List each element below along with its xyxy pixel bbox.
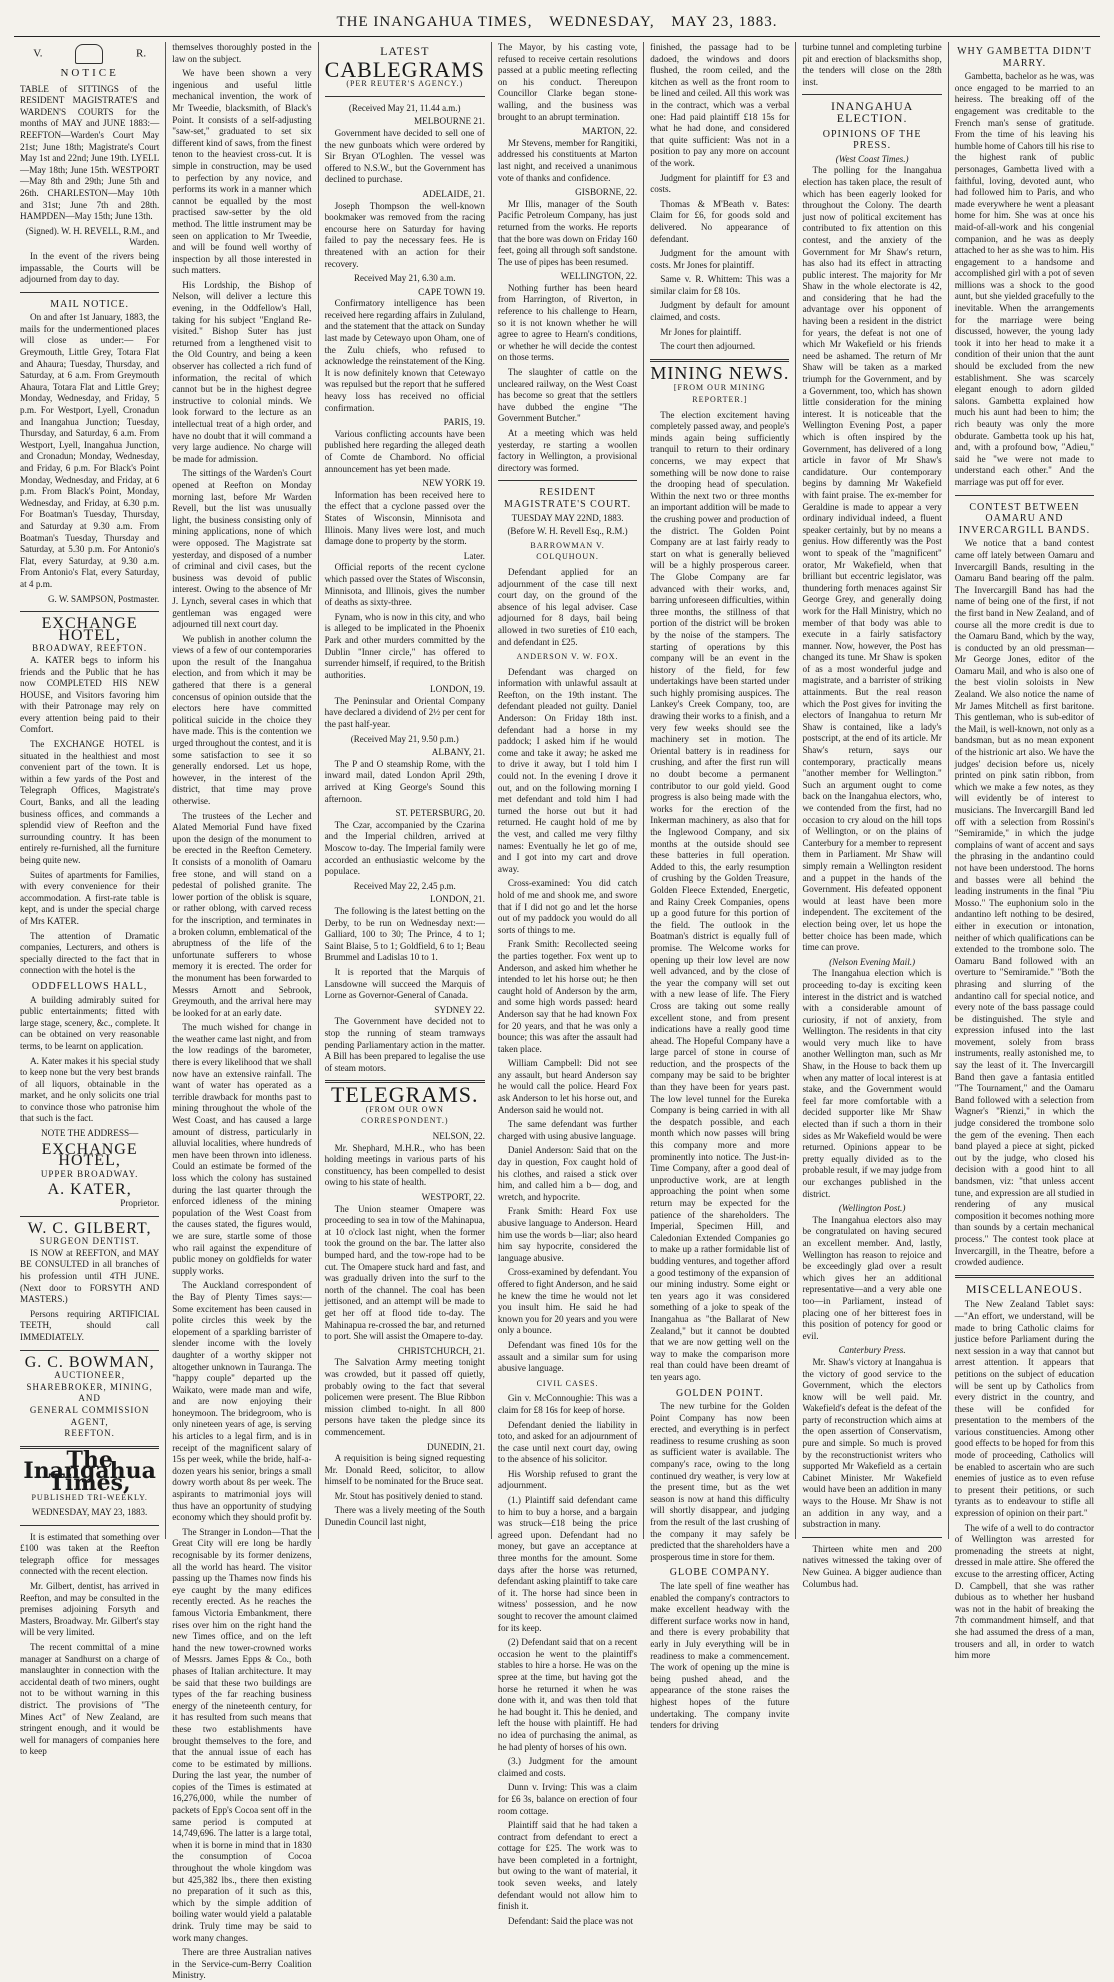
dentist-sub: SURGEON DENTIST. xyxy=(39,1236,140,1247)
case-2f: Daniel Anderson: Said that on the day in question, Fox caught hold of his clothes, and raised a stick over him, and called him a b— dog, and wretch, and hypocrite. xyxy=(497,1145,638,1202)
col4-p2: Mr Stevens, member for Rangitiki, addressed his constituents at Marton last night, and received a unanimous vote of thanks and confidence. xyxy=(497,137,638,183)
court-before: (Before W. H. Revell Esq., R.M.) xyxy=(507,526,628,537)
tel-3-place: CHRISTCHURCH, 21. xyxy=(397,1345,485,1356)
hotel-text-3: Suites of apartments for Families, with every convenience for their accommodation. A first-rate table is kept, and is under the special charge of Mrs KATER. xyxy=(20,869,160,926)
col5-p1: finished, the passage had to be dadoed, the windows and doors flushed, the room ceiled, and the kitchen as well as the front room to be lined and ceiled. All this work was in the contract, which was a verbal one: Had paid plaintiff £18 15s for what he had done, and considered that quite sufficient: Was not in a position to pay any more on account of the work. xyxy=(650,42,790,168)
tel-3: The Salvation Army meeting tonight was crowded, but it passed off quietly, probably owing to the fact that several policemen were present. The Blue Ribbon mission climbed to-night. In all 800 persons have taken the pledge since its commencement. xyxy=(324,1357,485,1437)
masthead-paper: THE INANGAHUA TIMES, xyxy=(336,14,533,30)
col4-p5: The slaughter of cattle on the uncleared railway, on the West Coast has become so great that the settlers have dubbed the engine "The Government Butcher." xyxy=(497,367,638,424)
court-date: TUESDAY MAY 22ND, 1883. xyxy=(511,512,624,523)
cable-7: The Peninsular and Oriental Company have declared a dividend of 2½ per cent for the past half-year. xyxy=(324,695,485,730)
hotel-sub: BROADWAY, REEFTON. xyxy=(32,643,148,654)
case-1-title: BARROWMAN V. COLQUHOUN. xyxy=(530,540,605,562)
mail-signature: G. W. SAMPSON, Postmaster. xyxy=(48,593,160,604)
col6-p1: turbine tunnel and completing turbine pit and erection of blacksmiths shop, the tenders will close on the 28th inst. xyxy=(802,42,942,87)
hotel-proprietor-role: Proprietor. xyxy=(120,1198,160,1209)
sittings-text: TABLE of SITTINGS of the RESIDENT MAGISTRATE'S and WARDEN'S COURTS for the months of MAY and JUNE 1883:— REEFTON—Warden's Court May 21st; June 18th; Magistrate's Court May 1st and 22nd; June 19th. LYELL—May 18th; June 15th. WESTPORT—May 8th and 29th; June 5th and 26th. CHARLESTON—May 10th and 31st; June 7th and 28th. HAMPDEN—May 15th; June 13th. xyxy=(20,83,160,222)
cable-3: Confirmatory intelligence has been received here regarding affairs in Zululand, and the statement that the attack on Sunday last made by Cetewayo upon Oham, one of the Zulu chiefs, who refused to acknowledge the reinstatement of the King. It is now definitely known that Cetewayo was repulsed but the report that he suffered heavy loss has received no official confirmation. xyxy=(324,298,485,413)
paper-title: The Inangahua Times, xyxy=(23,1446,156,1496)
col4-p3: Mr Illis, manager of the South Pacific Petroleum Company, has just returned from the works. He reports that the bore was down on Friday 160 feet, going all through soft sandstone. The use of pipes has been resumed. xyxy=(497,198,638,267)
col2-p9: The Stranger in London—That the Great City will ere long be hardly recognisable by its former denizens, all the world has heard. The visitor passing up the Thames now finds his eye caught by the many edifices recently erected. As he reaches the famous Victoria Embankment, there rises over him on the right hand the new Times office, and on the left hand the new tower-crowned works of Messrs. James Epps & Co., both phases of Italian architecture. It may be said that these two buildings are types of the far reaching business energy of the nineteenth century, for it has resulted from such means that these two establishments have brought themselves to the fore, and that the annual issue of each has come to be estimated by millions. During the last year, the number of copies of the Times is estimated at 16,276,000, while the number of packets of Epp's Cocoa sent off in the same period is computed at 14,749,696. The latter is a large total, when it is borne in mind that in 1830 the consumption of Cocoa throughout the whole kingdom was but 425,382 lbs., there then existing no preparation of it such as this, which by the simple addition of boiling water would yield a palatable drink. Truly time may be said to work many changes. xyxy=(172,1526,312,1943)
tel-4: A requisition is being signed requesting Mr. Donald Reed, solicitor, to allow himself to be nominated for the Bruce seat. xyxy=(324,1453,485,1487)
case-2-title: ANDERSON V. W. FOX. xyxy=(516,652,619,662)
column-7 xyxy=(949,42,1100,1661)
cable-1-date: (Received May 21, 11.44 a.m.) xyxy=(348,102,461,113)
election-1: The polling for the Inangahua election has taken place, the result of which has been eagerly looked for throughout the Colony. The dearth just now of political excitement has contributed to fix attention on this contest, and the anxiety of the Government for Mr Shaw's return, has also had its effect in attracting public interest. The majority for Mr Shaw in the whole electorate is 42, and considering that he had the advantage over his opponent of having been a resident in the district for years, the defeat is not one of which Mr Wakefield or his friends need be ashamed. The return of Mr Shaw will be taken as a marked triumph for the Government, and by a Government, too, which has shown little consideration for the mining interest. It is noticeable that the Wellington Evening Post, a paper which is often inspired by the Government, has delivered of a long article in favor of Mr Shaw's candidature. Our contemporary begins by damning Mr Wakefield with faint praise. The ex-member for Geraldine is made to appear a very ordinary individual indeed, a fluent speaker certainly, but by no means a genius. How differently was the Post wont to speak of the "magnificent" orator, Mr Wakefield, when that brilliant but eccentric legislator, was thundering forth menaces against Sir George Grey, and generally doing work for the Hall Ministry, which no member of that body was able to execute in a fairly satisfactory manner. Now, however, the Post has changed its tune. Mr Shaw is spoken of as a most wonderful judge and magistrate, and a barrister of striking attainments. But the real reason which the Post gives for inviting the electors of Inangahua to return Mr Shaw is contained, like a lady's postscript, at the end of its article. Mr Shaw's return, says our contemporary, practically means "another member for Wellington." Such an argument ought to come back on the Inangahua electors, who, we contended from the first, had no occasion to cry aloud on the hill tops of Wellington, or on the plains of Canterbury for a member to represent them in Parliament. Mr Shaw will simply remain a Wellington resident and a puppet in the hands of the Government. His defeated opponent would at least have been more independent. The excitement of the election being over, let us hope the better choice has been made, which time can prove. xyxy=(802,165,942,953)
cable-7-place: LONDON, 19. xyxy=(430,684,485,695)
editorial-1: It is estimated that something over £100 was taken at the Reefton telegraph office for messages connected with the recent election. xyxy=(20,1531,160,1577)
case-1: Defendant applied for an adjournment of the case till next court day, on the ground of the absence of his legal adviser. Case adjourned for 8 days, bail being allowed in two sureties of £10 each, and defendant in £25. xyxy=(497,566,638,647)
cable-1-place: MELBOURNE 21. xyxy=(413,116,485,127)
hotel-text-2: The EXCHANGE HOTEL is situated in the healthiest and most convenient part of the town. It is within a few yards of the Post and Telegraph Offices, Magistrate's Court, Banks, and all the leading business offices, and commands a splendid view of Reefton and the surrounding country. It has been entirely re-furnished, all the furniture being quite new. xyxy=(20,739,160,865)
mail-notice-title: MAIL NOTICE. xyxy=(50,298,130,310)
hall-text: A building admirably suited for public entertainments; fitted with large stage, scenery, &c., complete. It can be obtained on very reasonable terms, to be learnt on application. xyxy=(20,994,160,1051)
election-5: Thirteen white men and 200 natives witnessed the taking over of New Guinea. A bigger audience than Columbus had. xyxy=(802,1543,942,1589)
source-2: (Nelson Evening Mail.) xyxy=(829,956,916,967)
col5-p5: Same v. R. Whittem: This was a similar claim for £8 10s. xyxy=(650,274,790,296)
editorial-3: The recent committal of a mine manager at Sandhurst on a charge of manslaughter in connection with the accidental death of two miners, ought not to be without warning in this district. The provisions of "The Mines Act" of New Zealand, are stringent enough, and it would be well for managers of companies here to keep xyxy=(20,1642,160,1757)
source-1: (West Coast Times.) xyxy=(835,153,909,164)
contest-1: We notice that a band contest came off lately between Oamaru and Invercargill Bands, resulting in the Oamaru Band bearing off the palm. The Invercargill Band has had the name of being one of the first, if not the first band in New Zealand, and of course all the more credit is due to the Oamaru Band, which by the way, is conducted by an old pressman—Mr George Jones, editor of the Oamaru Mail, and who is also one of the best violin soloists in New Zealand. We also notice the name of Mr James Mitchell as first baritone. This gentleman, who is sub-editor of the Mail, is well-known, not only as a bandsman, but as no mean exponent of the histrionic art also. We have the judges' decision before us, nicely printed on pink satin ribbon, from which we make a few notes, as they will evidently be of interest to musicians. The Invercargill Band led off with a selection from Rossini's "Semiramide," in which the judge complains of want of accent and says the phrasing in the andantino could not have been understood. The horns and basses were all behind the leading instruments in the final "Piu Mosso." The euphonium solo in the andantino left nothing to be desired, either in execution or intonation, neither of which qualifications can be extended to the trombone solo. The Oamaru Band followed with an overture to "Semiramide." "Both the phrasing and slurring of the andantino call for special notice, and every note of the bass passage could be distinguished. The style and expression infused into the last movement, solely from brass instruments, really astonished me, to say the least of it. The Invercargill Band then gave a fantasia entitled "The Tournament," and the Oamaru Band followed with a selection from Wagner's "Rienzi," in which the judge considered the trombone solo the gem of the evening. Then each band played a piece at sight, picked out by the judge, who closed his decision with a good hint to all bandsmen, viz: "that unless accent tune, and expression are all studied in rendering of any musical composition it becomes nothing more than sounds by a certain mechanical process." The contest took place at Invercargill, in the Theatre, before a crowded audience. xyxy=(954,538,1095,1268)
cable-5b: Official reports of the recent cyclone which passed over the States of Wisconsin, Minnisota, and Illinois, gives the number of deaths as sixty-three. xyxy=(324,562,485,608)
masthead xyxy=(14,14,1100,37)
hotel-title: EXCHANGE HOTEL, xyxy=(41,615,138,644)
col5-p8: The court then adjourned. xyxy=(660,341,756,352)
col5-p7: Mr Jones for plaintiff. xyxy=(660,326,742,337)
column-1 xyxy=(14,42,166,1757)
latest-label: LATEST xyxy=(380,44,430,58)
election-2: The Inangahua election which is proceeding to-day is exciting keen interest in the district and is watched with a considerable amount of curiosity, if not of anxiety, from Wellington. The residents in that city would very much like to have another Wellington man, such as Mr Shaw, in the House to back them up when any matter of local interest is at stake, and the Government would feel far more comfortable with a decided supporter like Mr Shaw elected than if such a thorn in their sides as Mr Wakefield would be were returned. Opinions appear to be pretty equally divided as to the probable result, if we may judge from our exchanges published in the district. xyxy=(802,968,942,1199)
cable-8: The P and O steamship Rome, with the inward mail, dated London April 29th, arrived at King George's Sound this afternoon. xyxy=(324,758,485,804)
civil-4: (1.) Plaintiff said defendant came to him to buy a horse, and a bargain was struck—£18 being the price agreed upon. Defendant had no money, but gave an acceptance at three months for the amount. Some days after the horse was returned, defendant asking plaintiff to take care of it. The horse had since been in witness' possession, and he now sought to recover the amount claimed for its keep. xyxy=(497,1495,638,1633)
golden-point-1: The new turbine for the Golden Point Company has now been erected, and everything is in perfect readiness to resume crushing as soon as sufficient water is available. The company's race, owing to the long continued dry weather, is very low at the present time, but as the wet season is now at hand this difficulty will shortly disappear, and judging from the result of the last crushing of the company it may safely be predicted that the shareholders have a prosperous time in store for them. xyxy=(650,1401,790,1562)
col2-p3: His Lordship, the Bishop of Nelson, will deliver a lecture this evening, in the Oddfellow's Hall, taking for his subject "England Re-visited." Bishop Suter has just returned from a lengthened visit to the Old Country, and being a keen observer has collected a rich fund of information, the recital of which cannot but be in the highest degree instructive to colonial minds. We look forward to the lecture as an intellectual treat of a high order, and have no doubt that it will command a very large audience. No charge will be made for admission. xyxy=(172,279,312,464)
col5-p4: Judgment for the amount with costs. Mr Jones for plaintiff. xyxy=(650,248,790,270)
mining-news-sub: [FROM OUR MINING REPORTER.] xyxy=(673,383,766,405)
mining-1: The election excitement having completely passed away, and people's minds again being sufficiently tranquil to return to their ordinary concerns, we may expect that something will be now done to raise the drooping head of speculation. Within the next two or three months an important addition will be made to the crushing power and production of the district. The Golden Point Company are at last fairly ready to start on what is generally believed will be a highly prosperous career. The Globe Company are far advanced with their works, and, barring unforeseen difficulties, within three months, the stillness of that portion of the district will be broken by the noise of the stampers. The starting of operations by this company will be an event in the history of the field, for few undertakings have been started under such highly promising auspices. The Lankey's Creek Company, too, are drawing their works to a finish, and a very few weeks should see the machinery set in motion. The Oriental battery is in readiness for crushing, and after the first run will no doubt become a permanent contributor to our gold yield. Good progress is also being made with the works for the erection of the Inkerman machinery, as also that for the Inglewood Company, and six months at the outside should see these batteries in full operation. Added to this, the early resumption of crushing by the Golden Treasure, Golden Fleece Extended, Energetic, and Rainy Creek Companies, opens up a good future for this portion of the field. The outlook in the Boatman's district is equally full of promise. The Welcome works for opening up their low level are now well advanced, and by the close of the year the company will set out with a new lease of life. The Fiery Cross are taking out some really excellent stone, and from present indications have a really good time ahead. The Hopeful Company have a large parcel of stone in course of reduction, and the prospects of the company may be said to be brighter than they have been for years past. The low level tunnel for the Eureka Company is being carried in with all the despatch possible, and each month which now passes will bring this company more and more prominently into notice. The Just-in-Time Company, after a good deal of unproductive work, are at length approaching the point when some return may be expected for the patience of the shareholders. The Imperial, Specimen Hill, and Caledonian Extended Companies go to make up a rather formidable list of budding ventures, and together afford a good testimony of the expansion of our mining industry. Some eight or ten years ago it was considered something of a joke to speak of the Inangahua as "the Ballarat of New Zealand," but it cannot be doubted that we are now getting well on the way to make the comparison more real than could have been dreamt of ten years ago. xyxy=(650,409,790,1382)
royal-crest xyxy=(20,44,159,64)
col5-p3: Thomas & M'Beath v. Bates: Claim for £6, for goods sold and delivered. No appearance of defendant. xyxy=(650,198,790,244)
columns xyxy=(14,42,1100,1981)
cable-3-place: CAPE TOWN 19. xyxy=(418,286,485,297)
col2-p2: We have been shown a very ingenious and useful little mechanical invention, the work of Mr Tweedie, blacksmith, of Black's Point. It consists of a self-adjusting "saw-set," graduated to set six different kind of saws, from the finest tenon to the heaviest cross-cut. It is simple in construction, may be used to perfection by any novice, and performs its work in a manner which cannot be equalled by the most practised saw-setter by the old method. The little instrument may be seen on application to Mr Tweedie, and will be found well worthy of inspection by all those interested in such matters. xyxy=(172,68,312,276)
crest-left: V. xyxy=(33,47,43,60)
cablegrams-title: CABLEGRAMS xyxy=(324,56,485,82)
signed-line: (Signed). W. H. REVELL, R.M., and Warden. xyxy=(25,225,160,248)
gambetta-1: Gambetta, bachelor as he was, was once engaged to be married to an heiress. The breaking off of the engagement was creditable to the French man's sense of gratitude. From the time of his leaving his humble home of Cahors till his rise to the highest rank of public personages, Gambetta lived with a faithful, loving, devoted aunt, who had followed him to Paris, and who made everywhere he went a pleasant home for him. She was at once his maid-of-all-work and his congenial companion, and he was as deeply attached to her as she was to him. His engagement to a handsome and accomplished girl with a pot of seven millions was a shock to the good aunt, but she yielded gracefully to the inevitable. When the arrangements for the marriage were being discussed, however, the young lady took it into her head to make it a condition of their union that the aunt should be excluded from the new establishment. She was scarcely elegant enough to adorn gilded salons. Gambetta explained how much his aunt had been to him; the rich beauty was only the more obdurate. Gambetta took up his hat, and, with a profound bow, "Adieu," said he "we were not made to understand each other." And the marriage was put off for ever. xyxy=(954,71,1095,487)
cable-5-place: NEW YORK 19. xyxy=(422,478,485,489)
contest-title: CONTEST BETWEEN OAMARU AND INVERCARGILL BANDS. xyxy=(958,501,1091,536)
crest-right: R. xyxy=(135,47,147,60)
hotel-text-1: A. KATER begs to inform his friends and the Public that he has now COMPLETED HIS NEW HOUSE, and Visitors favoring him with their Patronage may rely on every attention being paid to their Comfort. xyxy=(20,654,160,735)
misc-2: The wife of a well to do contractor of Wellington was arrested for promenading the streets at night, dressed in male attire. She offered the excuse to the arresting officer, Acting D. Campbell, that she was rather dubious as to whether her husband was not in the habit of breaking the 7th commandment himself, and that she had assumed the dress of a man, trousers and all, in order to watch him more xyxy=(954,1522,1095,1661)
col4-p1: The Mayor, by his casting vote, refused to receive certain resolutions passed at a public meeting reflecting on his conduct. Thereupon Councillor Clarke began stone-walling, and the business was brought to an abrupt termination. xyxy=(497,42,638,122)
source-3: (Wellington Post.) xyxy=(838,1203,906,1214)
col5-p6: Judgment by default for amount claimed, and costs. xyxy=(650,300,790,323)
hotel-text-5: A. Kater makes it his special study to keep none but the very best brands of all liquors, obtainable in the market, and he only solicits one trial to convince those who patronise him that such is the fact. xyxy=(20,1055,160,1124)
mining-news-title: MINING NEWS. xyxy=(650,362,790,383)
cable-8-date: (Received May 21, 9.50 p.m.) xyxy=(350,733,459,744)
col4-p2-place: MARTON, 22. xyxy=(582,126,638,137)
press-title: OPINIONS OF THE PRESS. xyxy=(822,128,922,152)
cable-3-date: Received May 21, 6.30 a.m. xyxy=(354,273,456,284)
cable-1: Government have decided to sell one of the new gunboats which were ordered by Sir Bryan O'Loghlen. The vessel was offered to N.S.W., but the Government has declined to purchase. xyxy=(324,127,485,185)
paper-date: WEDNESDAY, MAY 23, 1883. xyxy=(31,1507,148,1518)
col4-p4: Nothing further has been heard from Harrington, of Riverton, in reference to his challenge to Hearn, so it is not known whether he will agree to agree to Hearn's conditions, or whether he will decide the contest on those terms. xyxy=(497,282,638,363)
cable-10-date: Received May 22, 2.45 p.m. xyxy=(353,880,456,891)
case-2i: Defendant was fined 10s for the assault and a similar sum for using abusive language. xyxy=(497,1339,638,1374)
col2-p6: The trustees of the Lecher and Alated Memorial Fund have fixed upon the design of the monument to be erected in the Reefton Cemetery. It consists of a monolith of Oamaru free stone, and will stand on a pedestal of polished granite. The lower portion of the oblisk is square, or rather oblong, with carved recess for the inscription, and terminates in a broken column, emblematical of the abruptness of the life of the unfortunate sufferers to whose memory it is erected. The order for the monument has been forwarded to Messrs Arnott and Sebrook, Greymouth, and the arrival here may be looked for at an early date. xyxy=(172,810,312,1018)
cable-10-place: LONDON, 21. xyxy=(430,894,485,905)
globe-company-1: The late spell of fine weather has enabled the company's contractors to make excellent headway with the different surface works now in hand, and there is every probability that early in July everything will be in readiness to make a commencement. The work of opening up the mine is being pushed ahead, and the appearance of the stone raises the highest hopes of the future undertaking. The company invite tenders for driving xyxy=(650,1581,790,1731)
bowman-line-5: REEFTON. xyxy=(64,1428,115,1439)
cable-8-place: ALBANY, 21. xyxy=(431,747,485,758)
cable-5-later: Later. xyxy=(463,550,485,561)
case-2: Defendant was charged on information with unlawful assault at Reefton, on the 19th instant. The defendant pleaded not guilty. Daniel Anderson: On Friday 18th inst. defendant had a horse in my paddock; I asked him if he would come and take it away; he asked me to drive it away, but I told him I could not. In the evening I drove it out, and on the following morning I met defendant and told him I had turned the horse out but it had returned. He caught hold of me by the vest, and called me very filthy names: Eventually he let go of me, and I got into my cart and drove away. xyxy=(497,666,638,874)
cable-9-place: ST. PETERSBURG, 20. xyxy=(395,808,485,819)
golden-point-title: GOLDEN POINT. xyxy=(675,1387,764,1399)
cable-4-place: PARIS, 19. xyxy=(443,417,485,428)
col4-p3-place: GISBORNE, 22. xyxy=(575,187,638,198)
case-2d: William Campbell: Did not see any assault, but heard Anderson say he would call the police. Heard Fox ask Anderson to let his horse out, and Anderson said he would not. xyxy=(497,1058,638,1115)
cable-5: Information has been received here to the effect that a cyclone passed over the States of Wisconsin, Minnisota and Illinois. Many lives were lost, and much damage done to property by the storm. xyxy=(324,489,485,547)
dentist-text-2: Persons requiring ARTIFICIAL TEETH, should call IMMEDIATELY. xyxy=(20,1308,160,1342)
misc-1: The New Zealand Tablet says:—"An effort, we understand, will be made to bring Catholic claims for justice before Parliament during the next session in a way that cannot but arrest attention. It appears that petitions on the subject of education will be sent up by Catholics from every district in the country, and these will be confided for presentation to the members of the various constituencies. Among other good effects to be hoped for from this mode of proceeding, Catholics will be enabled to ascertain who are such enemies of justice as to even refuse to present their petitions, or such tyrants as to endeavour to stifle all expression of opinion on their part." xyxy=(954,1299,1095,1519)
col2-p4: The sittings of the Warden's Court opened at Reefton on Monday morning last, before Mr Warden Revell, but the list was unusually light, the business consisting only of mining applications, none of which were opposed. The Magistrate sat yesterday, and disposed of a number of criminal and civil cases, but the business was devoid of public interest. Owing to the absence of Mr J. Lynch, several cases in which that gentleman was engaged were adjourned till next court day. xyxy=(172,468,312,630)
globe-company-title: GLOBE COMPANY. xyxy=(669,1567,770,1579)
col2-p8: The Auckland correspondent of the Bay of Plenty Times says:—Some excitement has been caused in polite circles this week by the elopement of a sparkling barrister of slender income with the lovely daughter of a worthy skipper not altogether unknown in Tauranga. The "happy couple" departed up the Waikato, were made man and wife, and are now enjoying their honeymoon. The bridegroom, who is only nineteen years of age, is serving his articles to a legal firm, and is in receipt of the magnificent salary of 15s per week, while the bride, half-a-dozen years his senior, brings a small dowry worth about 8s per week. The aspirants to matrimonial joys will thus have an opportunity of studying economy which they should profit by. xyxy=(172,1280,312,1523)
case-2b: Cross-examined: You did catch hold of me and shook me, and swore that if I did not go and let the horse out of my paddock you would do all sorts of things to me. xyxy=(497,878,638,935)
hotel-proprietor: A. KATER, xyxy=(47,1181,132,1199)
dentist-title: W. C. GILBERT, xyxy=(27,1219,152,1237)
column-3 xyxy=(319,42,492,1539)
court-title: RESIDENT MAGISTRATE'S COURT. xyxy=(503,487,632,510)
column-4 xyxy=(492,42,644,1926)
hotel-text-4: The attention of Dramatic companies, Lecturers, and others is specially directed to the fact that in connection with the hotel is the xyxy=(20,930,160,976)
cable-12: The Government have decided not to stop the running of steam tramways pending Parliamentary action in the matter. A Bill has been prepared to legalise the use of steam motors. xyxy=(324,1016,485,1073)
flood-note: In the event of the rivers being impassable, the Courts will be adjourned from day to day. xyxy=(20,250,160,285)
column-2 xyxy=(166,42,318,1981)
cable-2: Joseph Thompson the well-known bookmaker was removed from the racing encourse here on Saturday for having failed to pay the necessary fees. He is threatened with an action for their recovery. xyxy=(324,200,485,269)
col2-p1: themselves thoroughly posted in the law on the subject. xyxy=(172,42,312,64)
paper-sub: PUBLISHED TRI-WEEKLY. xyxy=(31,1492,148,1502)
notice-title: NOTICE xyxy=(60,67,119,79)
masthead-date: MAY 23, 1883. xyxy=(671,14,778,30)
civil-title: CIVIL CASES. xyxy=(536,1378,599,1388)
cable-9: The Czar, accompanied by the Czarina and the Imperial children, arrived at Moscow to-day. The Imperial family were accorded an enthusiastic welcome by the populace. xyxy=(324,819,485,877)
case-2c: Frank Smith: Recollected seeing the parties together. Fox went up to Anderson, and asked him whether he intended to let his horse out; he then caught hold of Anderson by the arm, and some high words passed: heard Anderson say that he had known Fox for 20 years, and that he was only a bounce; this was after the assault had taken place. xyxy=(497,939,638,1054)
civil-2: Defendant denied the liability in toto, and asked for an adjournment of the case until next court day, owing to the absence of his solicitor. xyxy=(497,1419,638,1465)
civil-1: Gin v. McConnoughie: This was a claim for £8 16s for keep of horse. xyxy=(497,1393,638,1415)
civil-8: Plaintiff said that he had taken a contract from defendant to erect a cottage for £25. The work was to have been completed in a fortnight, but owing to the want of material, it took seven weeks, and lately defendant would not allow him to finish it. xyxy=(497,1820,638,1912)
correspondent-label: (FROM OUR OWN CORRESPONDENT.) xyxy=(360,1104,449,1126)
civil-3: His Worship refused to grant the adjournment. xyxy=(497,1468,638,1491)
election-3: The Inangahua electors also may be congratulated on having secured an excellent member. And, lastly, Wellington has reason to rejoice and be exceedingly glad over a result which gives her an additional representative—and a very able one too—in Parliament, instead of placing one of her bitterest foes in this position of potency for good or evil. xyxy=(802,1214,942,1341)
tel-5: Mr. Stout has positively denied to stand. xyxy=(334,1490,483,1501)
col2-p10: There are three Australian natives in the Service-cum-Berry Coalition Ministry. xyxy=(172,1947,312,1981)
mail-text: On and after 1st January, 1883, the mails for the undermentioned places will close as under:— For Greymouth, Little Grey, Totara Flat and Ahaura; Tuesday, Thursday, and Saturday, at 6 a.m. From Greymouth Ahaura, Totara Flat and Little Grey; Monday, Wednesday, and Friday, 5 p.m. For Westport, Lyell, Cronadun and Inangahua Junction; Tuesday, Thursday, and Saturday, 6 a.m. From Westport, Lyell, Inangahua Junction, and Cronadun; Monday, Wednesday, and Friday, 6 p.m. For Black's Point Monday, Wednesday, and Friday, at 6 p.m. From Black's Point, Monday, Wednesday, and Friday, at 6.30 p.m. For Boatman's Tuesday, Thursday, and Saturday at 9.30 a.m. From Boatman's Tuesday, Thursday and Saturday, at 5.30 p.m. For Antonio's Flat, every Saturday, at 9.30 a.m. From Antonio's Flat, every Saturday, at 4 p.m. xyxy=(20,312,160,589)
tel-4-place: DUNEDIN, 21. xyxy=(426,1441,485,1452)
col4-p4-place: WELLINGTON, 22. xyxy=(560,271,638,282)
bowman-line-2: SHAREBROKER, MINING, AND xyxy=(26,1381,153,1404)
cable-4: Various conflicting accounts have been published here regarding the alleged death of Comte de Chambord. No official announcement has yet been made. xyxy=(324,428,485,474)
editorial-2: Mr. Gilbert, dentist, has arrived in Reefton, and may be consulted in the premises adjoining Forsyth and Masters, Broadway. Mr. Gilbert's stay will be very limited. xyxy=(20,1581,160,1638)
case-2h: Cross-examined by defendant. You offered to fight Anderson, and he said he knew the time he would not let you insult him. He said he had known you for 20 years and you were only a bounce. xyxy=(497,1267,638,1336)
tel-2: The Union steamer Omapere was proceeding to sea in tow of the Mahinapua, at 10 o'clock last night, when the former took the ground on the bar. The latter also bumped hard, and the tow-rope had to be cut. The Omapere stuck hard and fast, and was gradually driven into the surf to the north of the channel. The coal has been jettisoned, and an attempt will be made to get her off at flood tide to-day. The Mahinapua re-crossed the bar, and returned to port. She will assist the Omapere to-day. xyxy=(324,1203,485,1342)
hotel-sub-2: UPPER BROADWAY. xyxy=(40,1168,139,1179)
col5-p2: Judgment for plaintiff for £3 and costs. xyxy=(650,172,790,195)
hotel-address-note: NOTE THE ADDRESS— xyxy=(40,1128,139,1139)
tel-1-place: NELSON, 22. xyxy=(432,1131,485,1142)
civil-7: Dunn v. Irving: This was a claim for £6 3s, balance on erection of four room cottage. xyxy=(497,1782,638,1816)
cable-6: Fynam, who is now in this city, and who is alleged to be implicated in the Phoenix Park and other murders committed by the Dublin "Inner circle," has offered to surrender himself, if required, to the British authorities. xyxy=(324,611,485,680)
misc-title: MISCELLANEOUS. xyxy=(965,1281,1083,1296)
bowman-line-3: GENERAL COMMISSION xyxy=(29,1404,150,1415)
election-4: Mr. Shaw's victory at Inangahua is the victory of good service to the Government, which the electors know will be well paid. Mr. Wakefield's defeat is the defeat of the party of reconstruction which aims at the open assertion of Conservatism, pure and simple. So much is proved by the reconstructionist writers who supported Mr Wakefield as a certain Cabinet Minister. Mr Wakefield would have been an addition in many ways to the House. Mr Shaw is not an addition in any way, and a substraction in many. xyxy=(802,1356,942,1530)
civil-5: (2) Defendant said that on a recent occasion he went to the plaintiff's stables to hire a horse. He was on the spree at the time, but having got the horse he returned it when he was done with it, and was then told that he had bought it. This he denied, and left the house with plaintiff. He had no idea of purchasing the animal, as he had plenty of horses of his own. xyxy=(497,1637,638,1752)
bowman-line-1: AUCTIONEER, xyxy=(54,1370,126,1381)
column-6 xyxy=(796,42,948,1589)
civil-9: Defendant: Said the place was not xyxy=(507,1915,634,1926)
gambetta-title: WHY GAMBETTA DIDN'T MARRY. xyxy=(957,46,1092,69)
election-title: INANGAHUA ELECTION. xyxy=(830,99,914,125)
cable-11: It is reported that the Marquis of Lansdowne will succeed the Marquis of Lorne as Governor-General of Canada. xyxy=(324,966,485,1001)
civil-6: (3.) Judgment for the amount claimed and costs. xyxy=(497,1756,638,1778)
case-2g: Frank Smith: Heard Fox use abusive language to Anderson. Heard him use the words b—liar; also heard him say hypocrite, considered the language abusive. xyxy=(497,1206,638,1263)
telegrams-title: TELEGRAMS. xyxy=(330,1082,479,1108)
tel-2-place: WESTPORT, 22. xyxy=(421,1192,485,1203)
source-4: Canterbury Press. xyxy=(838,1345,906,1356)
tel-6: There was a lively meeting of the South Dunedin Council last night, xyxy=(324,1505,485,1528)
agency-label: (PER REUTER'S AGENCY.) xyxy=(346,79,464,89)
col4-p6: At a meeting which was held yesterday, re starting a woollen factory in Wellington, a provisional directory was formed. xyxy=(497,428,638,473)
bowman-title: G. C. BOWMAN, xyxy=(24,1353,155,1371)
cable-2-place: ADELAIDE, 21. xyxy=(422,188,485,199)
column-5 xyxy=(644,42,796,1731)
col2-p7: The much wished for change in the weather came last night, and from the low readings of the barometer, there is every likelihood that we shall now have an extensive rainfall. The want of water has operated as a terrible drawback for months past to mining throughout the whole of the West Coast, and has caused a large amount of distress, particularly in alluvial localities, where hundreds of men have been thrown into idleness. Could an estimate be formed of the loss which the colony has sustained during the last quarter through the enforced idleness of the mining population of the West Coast from the causes stated, the figures would, we are sure, startle some of those who rail against the expenditure of public money on goldfields for water supply works. xyxy=(172,1022,312,1276)
hall-title: ODDFELLOWS HALL, xyxy=(31,980,148,992)
tel-1: Mr. Shephard, M.H.R., who has been holding meetings in various parts of his constituency, has been compelled to desist owing to his state of health. xyxy=(324,1142,485,1188)
hotel-title-2: EXCHANGE HOTEL, xyxy=(41,1140,138,1170)
bowman-line-4: AGENT, xyxy=(70,1416,109,1427)
case-2e: The same defendant was further charged with using abusive language. xyxy=(497,1119,638,1141)
dentist-text: IS NOW at REEFTON, and MAY BE CONSULTED in all branches of his profession until 4TH JUNE. (Next door to FORSYTH AND MASTERS.) xyxy=(20,1247,160,1305)
cable-10: The following is the latest betting on the Derby, to be run on Wednesday next:—Galliard, 100 to 30; The Prince, 4 to 1; Saint Blaise, 5 to 1; Goldfield, 6 to 1; Beau Brummel and Ladislas 10 to 1. xyxy=(324,905,485,963)
crest-icon xyxy=(75,44,103,64)
col2-p5: We publish in another column the views of a few of our contemporaries upon the result of the Inangahua election, and from which it may be gathered that there is a general concensus of opinion outside that the electors here have committed political suicide in the choice they have made. This is the contention we urged throughout the contest, and it is some satisfaction to see it so generally endorsed. Let us hope, however, in the interest of the district, that time may prove otherwise. xyxy=(172,633,312,806)
cable-12-place: SYDNEY 22. xyxy=(434,1004,485,1015)
masthead-day: WEDNESDAY, xyxy=(549,14,655,30)
